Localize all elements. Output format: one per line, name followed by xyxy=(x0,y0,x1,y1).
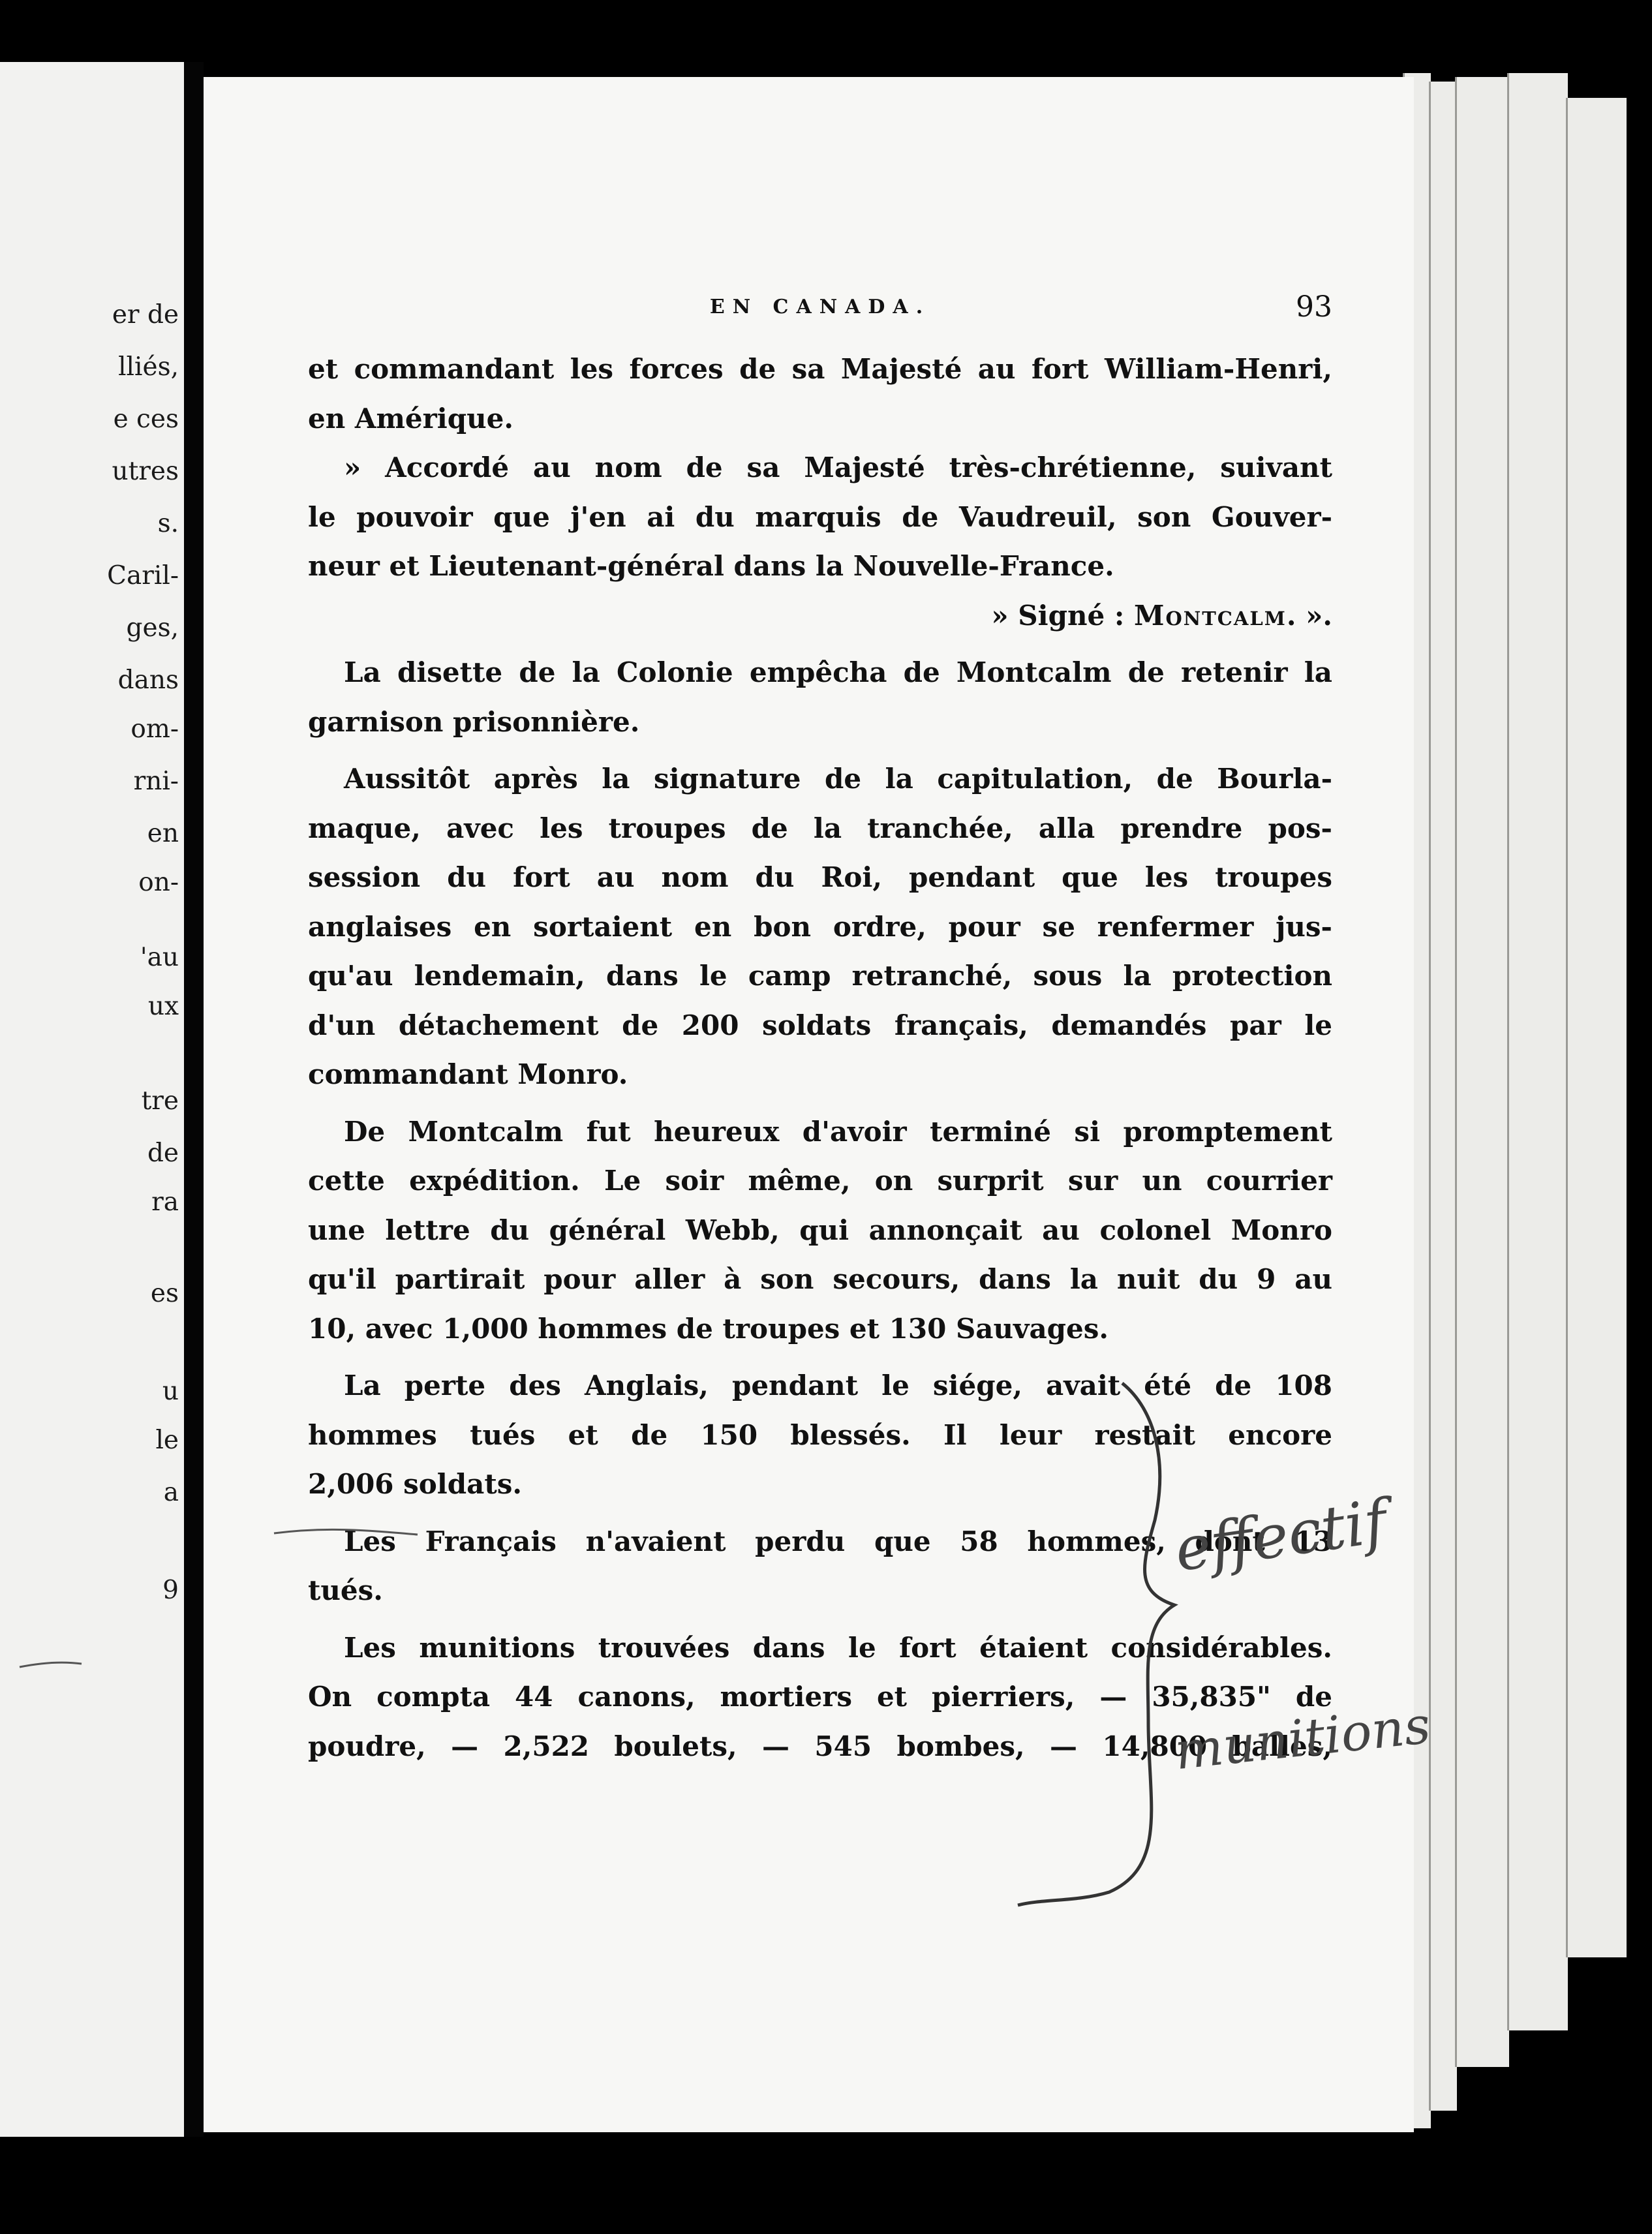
text-line: maque, avec les troupes de la tranchée, alla prendre pos- xyxy=(308,812,1332,844)
page-edge xyxy=(1566,98,1627,1957)
book-page xyxy=(204,77,1414,2132)
text-line: » Accordé au nom de sa Majesté très-chrétienne, suivant xyxy=(344,451,1332,483)
text-line: d'un détachement de 200 soldats français, demandés par le xyxy=(308,1009,1332,1041)
left-page-text-fragment: rni- xyxy=(133,767,179,796)
margin-note-effectif: effectif xyxy=(1170,1486,1391,1585)
text-line: une lettre du général Webb, qui annonçait au colonel Monro xyxy=(308,1214,1332,1246)
text-line: qu'il partirait pour aller à son secours, dans la nuit du 9 au xyxy=(308,1263,1332,1295)
left-page-text-fragment: Caril- xyxy=(107,561,179,590)
left-page-text-fragment: tre xyxy=(141,1086,179,1116)
left-facing-page xyxy=(0,62,184,2137)
left-page-text-fragment: on- xyxy=(138,868,179,897)
text-line: le pouvoir que j'en ai du marquis de Vaudreuil, son Gouver- xyxy=(308,500,1332,533)
left-page-text-fragment: ra xyxy=(151,1187,179,1217)
left-page-text-fragment: ux xyxy=(147,992,179,1021)
header-title: EN CANADA. xyxy=(709,296,931,318)
left-page-text-fragment: de xyxy=(147,1139,179,1168)
text-line: commandant Monro. xyxy=(308,1058,628,1090)
text-line: De Montcalm fut heureux d'avoir terminé si promptement xyxy=(344,1115,1332,1148)
text-line: On compta 44 canons, mortiers et pierriers, — 35,835" de xyxy=(308,1681,1332,1713)
left-page-text-fragment: 9 xyxy=(162,1576,179,1605)
left-page-text-fragment: a xyxy=(163,1478,179,1507)
text-line: session du fort au nom du Roi, pendant que les troupes xyxy=(308,861,1332,893)
left-page-text-fragment: s. xyxy=(157,509,179,538)
left-page-text-fragment: en xyxy=(147,819,179,848)
text-line: neur et Lieutenant-général dans la Nouvelle-France. xyxy=(308,550,1114,582)
left-page-text-fragment: e ces xyxy=(113,405,179,434)
text-line: Les munitions trouvées dans le fort étaient considérables. xyxy=(344,1631,1332,1664)
left-page-text-fragment: om- xyxy=(130,714,179,744)
text-line: hommes tués et de 150 blessés. Il leur restait encore xyxy=(308,1418,1332,1451)
text-line: La perte des Anglais, pendant le siége, avait été de 108 xyxy=(344,1369,1332,1401)
text-line: et commandant les forces de sa Majesté au fort William-Henri, xyxy=(308,353,1332,385)
book-gutter xyxy=(184,62,204,2137)
margin-note-munitions: munitions xyxy=(1172,1696,1433,1782)
running-header xyxy=(308,290,1332,335)
left-page-text-fragment: ges, xyxy=(126,613,179,643)
text-line: en Amérique. xyxy=(308,402,513,435)
left-page-text-fragment: 'au xyxy=(140,943,179,972)
left-page-text-fragment: dans xyxy=(117,666,179,695)
left-page-text-fragment: es xyxy=(150,1279,179,1308)
page-edge xyxy=(1507,73,1568,2030)
page-number: 93 xyxy=(1296,290,1332,324)
text-line: qu'au lendemain, dans le camp retranché, sous la protection xyxy=(308,960,1332,992)
page-edge xyxy=(1455,77,1509,2067)
text-line: tués. xyxy=(308,1574,383,1606)
text-line: 2,006 soldats. xyxy=(308,1468,523,1500)
text-line: Aussitôt après la signature de la capitulation, de Bourla- xyxy=(344,763,1332,795)
text-line: cette expédition. Le soir même, on surprit sur un courrier xyxy=(308,1165,1332,1197)
left-page-text-fragment: u xyxy=(162,1377,179,1406)
text-line: Les Français n'avaient perdu que 58 hommes, dont 13 xyxy=(344,1525,1332,1557)
text-line: garnison prisonnière. xyxy=(308,705,640,738)
left-page-text-fragment: utres xyxy=(112,457,179,486)
left-page-text-fragment: lliés, xyxy=(118,352,179,382)
text-line: anglaises en sortaient en bon ordre, pour se renfermer jus- xyxy=(308,910,1332,943)
left-page-text-fragment: le xyxy=(155,1426,179,1455)
signature-line: » Signé : Montcalm. ». xyxy=(991,599,1332,632)
text-line: 10, avec 1,000 hommes de troupes et 130 Sauvages. xyxy=(308,1312,1109,1345)
text-line: poudre, — 2,522 boulets, — 545 bombes, — 14,800 balles, xyxy=(308,1730,1332,1762)
left-page-text-fragment: er de xyxy=(112,300,179,329)
page-edge xyxy=(1429,82,1457,2111)
text-line: La disette de la Colonie empêcha de Montcalm de retenir la xyxy=(344,656,1332,688)
